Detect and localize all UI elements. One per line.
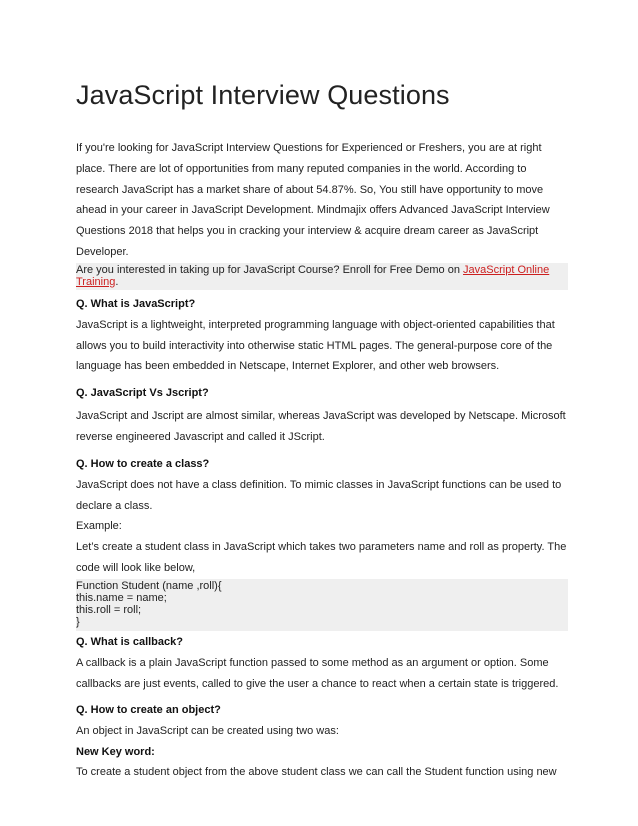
promo-banner (76, 263, 568, 290)
code-block (76, 579, 568, 631)
answer-what-is-javascript: JavaScript is a lightweight, interpreted programming language with object-oriented capabilities that allows you to build interactivity into otherwise static HTML pages. The general-purpose core of the language has been embedded in Netscape, Internet Explorer, and other web browsers. (76, 318, 555, 373)
promo-text: Are you interested in taking up for JavaScript Course? Enroll for Free Demo on (76, 263, 464, 276)
page-title: JavaScript Interview Questions (76, 80, 450, 110)
subheading-new-keyword: New Key word: (76, 746, 155, 759)
question-callback: Q. What is callback? (76, 635, 183, 648)
course-link[interactable]: JavaScript Online Training (76, 263, 550, 288)
answer-javascript-vs-jscript: JavaScript and Jscript are almost similar, whereas JavaScript was developed by Netscape. Microsoft reverse engineered Javascript and called it JScript. (76, 410, 566, 443)
answer-create-object: An object in JavaScript can be created using two was: (76, 725, 339, 738)
example-text: Let’s create a student class in JavaScript which takes two parameters name and roll as property. The code will look like below, (76, 541, 567, 574)
subtext-new-keyword: To create a student object from the above student class we can call the Student function using new (76, 766, 557, 779)
document-content (76, 78, 568, 783)
answer-callback: A callback is a plain JavaScript function passed to some method as an argument or option. Some callbacks are just events, called to give the user a chance to react when a certain state is triggered. (76, 656, 559, 690)
question-create-class: Q. How to create a class? (76, 457, 210, 470)
question-what-is-javascript: Q. What is JavaScript? (76, 297, 196, 310)
question-create-object: Q. How to create an object? (76, 704, 221, 717)
promo-period: . (115, 275, 119, 288)
code-line: this.name = name; (76, 591, 167, 604)
question-javascript-vs-jscript: Q. JavaScript Vs Jscript? (76, 387, 209, 400)
example-label: Example: (76, 520, 122, 533)
code-line: Function Student (name ,roll){ (76, 579, 222, 592)
intro-paragraph: If you're looking for JavaScript Interview Questions for Experienced or Freshers, you are at right place. There are lot of opportunities from many reputed companies in the world. According to research JavaScript has a market share of about 54.87%. So, You still have opportunity to move ahead in your career in JavaScript Development. Mindmajix offers Advanced JavaScript Interview Questions 2018 that helps you in cracking your interview & acquire dream career as JavaScript Developer. (76, 142, 550, 258)
code-line: } (76, 615, 80, 628)
answer-create-class: JavaScript does not have a class definition. To mimic classes in JavaScript functions can be used to declare a class. (76, 478, 562, 512)
code-line: this.roll = roll; (76, 603, 142, 616)
